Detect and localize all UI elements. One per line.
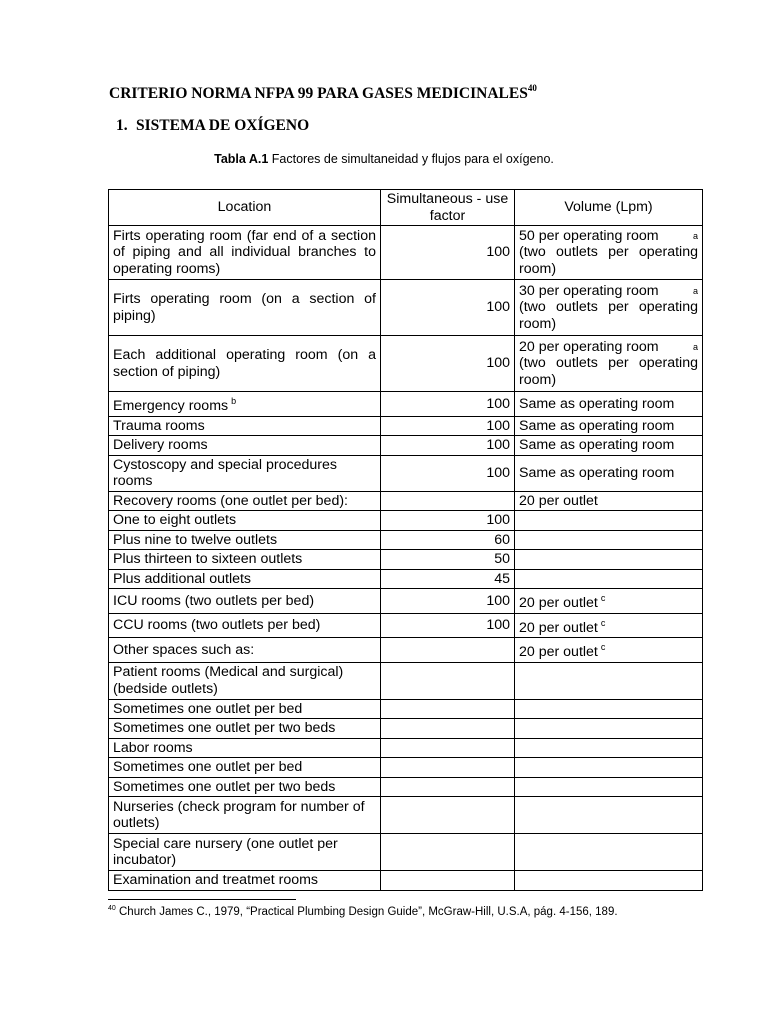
section-title: SISTEMA DE OXÍGENO [136,117,310,134]
cell-location-text: Sometimes one outlet per bed [113,700,303,717]
table-row [109,777,703,797]
table-row [109,491,703,511]
table-row [109,550,703,570]
cell-location-text: Firts operating room (on a section of piping) [113,291,376,324]
cell-factor [381,638,515,663]
volume-text: Same as operating room [519,417,675,434]
cell-volume [515,226,703,280]
table-caption-label: Tabla A.1 [214,152,269,166]
cell-location [109,280,381,336]
cell-volume [515,777,703,797]
cell-location-text: Each additional operating room (on a section of piping) [113,347,376,380]
cell-location [109,550,381,570]
table-body [109,226,703,891]
table-row [109,455,703,491]
cell-factor [381,797,515,834]
cell-factor: 100 [381,392,515,417]
location-note-marker: b [231,396,237,406]
table-row [109,871,703,891]
volume-text: (two outlets per operating room) [519,244,698,277]
header-location: Location [109,190,381,226]
footnote [108,905,618,918]
volume-first-text: 50 per operating room [519,227,659,244]
cell-volume [515,758,703,778]
cell-volume [515,738,703,758]
volume-text: 20 per outlet [519,595,598,611]
cell-factor: 100 [381,416,515,436]
volume-first-text: 20 per operating room [519,338,659,355]
cell-location-text: Delivery rooms [113,437,208,453]
cell-volume [515,530,703,550]
cell-volume [515,336,703,392]
table-row [109,638,703,663]
table-row [109,569,703,589]
cell-volume [515,455,703,491]
cell-factor: 100 [381,589,515,614]
title-footnote-ref: 40 [527,83,537,93]
table-row [109,738,703,758]
cell-volume [515,797,703,834]
cell-factor [381,834,515,871]
cell-location [109,336,381,392]
cell-location [109,589,381,614]
cell-location-text: Trauma rooms [113,417,205,434]
cell-location [109,638,381,663]
cell-volume [515,491,703,511]
cell-factor: 100 [381,511,515,531]
cell-location [109,530,381,550]
cell-location-text: Labor rooms [113,739,193,756]
cell-location [109,797,381,834]
volume-note-marker: a [692,230,698,241]
cell-location-text: Recovery rooms (one outlet per bed): [113,492,348,509]
volume-first-line [519,283,698,300]
cell-factor: 100 [381,613,515,638]
volume-text: Same as operating room [519,437,675,453]
cell-volume [515,871,703,891]
cell-location [109,777,381,797]
cell-factor [381,871,515,891]
cell-location-text: Patient rooms (Medical and surgical) (bedside outlets) [113,664,344,697]
cell-factor: 100 [381,226,515,280]
cell-location-text: Emergency rooms [113,398,229,414]
cell-location [109,662,381,699]
cell-location-text: ICU rooms (two outlets per bed) [113,592,315,609]
cell-volume [515,280,703,336]
table-header-row [109,190,703,226]
cell-volume [515,416,703,436]
cell-factor: 100 [381,436,515,456]
cell-location-text: One to eight outlets [113,512,237,528]
cell-volume [515,699,703,719]
cell-location [109,226,381,280]
footnote-divider [108,899,296,900]
table-row [109,758,703,778]
document-title [109,84,537,103]
cell-location-text: CCU rooms (two outlets per bed) [113,617,321,633]
cell-location-text: Nurseries (check program for number of outlets) [113,798,365,831]
cell-volume [515,589,703,614]
cell-factor: 60 [381,530,515,550]
document-title-text: CRITERIO NORMA NFPA 99 PARA GASES MEDICINALES [109,85,528,103]
table-row [109,589,703,614]
footnote-marker: 40 [108,905,116,912]
cell-factor [381,777,515,797]
cell-location-text: Sometimes one outlet per two beds [113,778,336,795]
cell-volume [515,613,703,638]
cell-volume [515,662,703,699]
section-number: 1. [116,117,128,134]
cell-factor: 50 [381,550,515,570]
cell-factor [381,491,515,511]
cell-location-text: Special care nursery (one outlet per incubator) [113,835,338,868]
cell-volume [515,392,703,417]
table-row [109,613,703,638]
cell-location-text: Sometimes one outlet per two beds [113,720,336,736]
cell-volume [515,511,703,531]
volume-first-line [519,339,698,356]
volume-text: (two outlets per operating room) [519,299,698,332]
cell-volume [515,550,703,570]
volume-first-line [519,228,698,245]
cell-location [109,491,381,511]
cell-location-text: Examination and treatmet rooms [113,872,319,888]
table-row [109,797,703,834]
header-volume: Volume (Lpm) [515,190,703,226]
volume-text: 20 per outlet [519,619,598,636]
table-row [109,226,703,280]
section-heading [116,117,309,135]
table-row [109,336,703,392]
footnote-text: Church James C., 1979, “Practical Plumbing Design Guide”, McGraw-Hill, U.S.A, pág. 4-156, 189. [115,905,618,918]
cell-location [109,569,381,589]
volume-text: Same as operating room [519,464,675,481]
cell-factor: 100 [381,336,515,392]
cell-location [109,511,381,531]
cell-volume [515,436,703,456]
table-row [109,392,703,417]
table-row [109,436,703,456]
cell-location-text: Plus additional outlets [113,570,252,587]
table-row [109,699,703,719]
volume-note-marker: a [692,341,698,352]
cell-location [109,392,381,417]
cell-factor [381,758,515,778]
table-row [109,719,703,739]
cell-location [109,871,381,891]
cell-location [109,719,381,739]
cell-location-text: Plus thirteen to sixteen outlets [113,551,303,567]
volume-note-marker: c [600,593,606,603]
table-row [109,280,703,336]
volume-text: 20 per outlet [519,492,598,509]
table-row [109,416,703,436]
cell-location [109,758,381,778]
oxygen-flow-table [108,189,703,891]
cell-factor [381,699,515,719]
cell-factor: 45 [381,569,515,589]
header-factor: Simultaneous - use factor [381,190,515,226]
cell-factor [381,719,515,739]
cell-location-text: Other spaces such as: [113,641,255,658]
table-row [109,834,703,871]
volume-first-text: 30 per operating room [519,282,659,299]
cell-volume [515,719,703,739]
volume-note-marker: c [600,617,606,628]
volume-note-marker: c [600,642,606,652]
cell-factor: 100 [381,280,515,336]
cell-volume [515,638,703,663]
volume-text: 20 per outlet [519,644,598,660]
cell-location [109,738,381,758]
cell-location [109,613,381,638]
cell-volume [515,569,703,589]
cell-location [109,436,381,456]
volume-text: Same as operating room [519,395,675,412]
cell-location [109,834,381,871]
cell-factor: 100 [381,455,515,491]
volume-note-marker: a [692,285,698,296]
volume-text: (two outlets per operating room) [519,355,698,388]
table-row [109,662,703,699]
table-row [109,530,703,550]
cell-location-text: Firts operating room (far end of a section of piping and all individual branches to operating rooms) [113,227,376,277]
cell-location-text: Plus nine to twelve outlets [113,531,278,548]
table-row [109,511,703,531]
table-caption-text: Factores de simultaneidad y flujos para el oxígeno. [268,152,554,166]
cell-factor [381,662,515,699]
cell-location [109,416,381,436]
cell-location-text: Cystoscopy and special procedures rooms [113,456,337,489]
cell-location [109,699,381,719]
cell-location-text: Sometimes one outlet per bed [113,759,303,775]
cell-location [109,455,381,491]
cell-factor [381,738,515,758]
cell-volume [515,834,703,871]
table-caption [0,152,768,166]
